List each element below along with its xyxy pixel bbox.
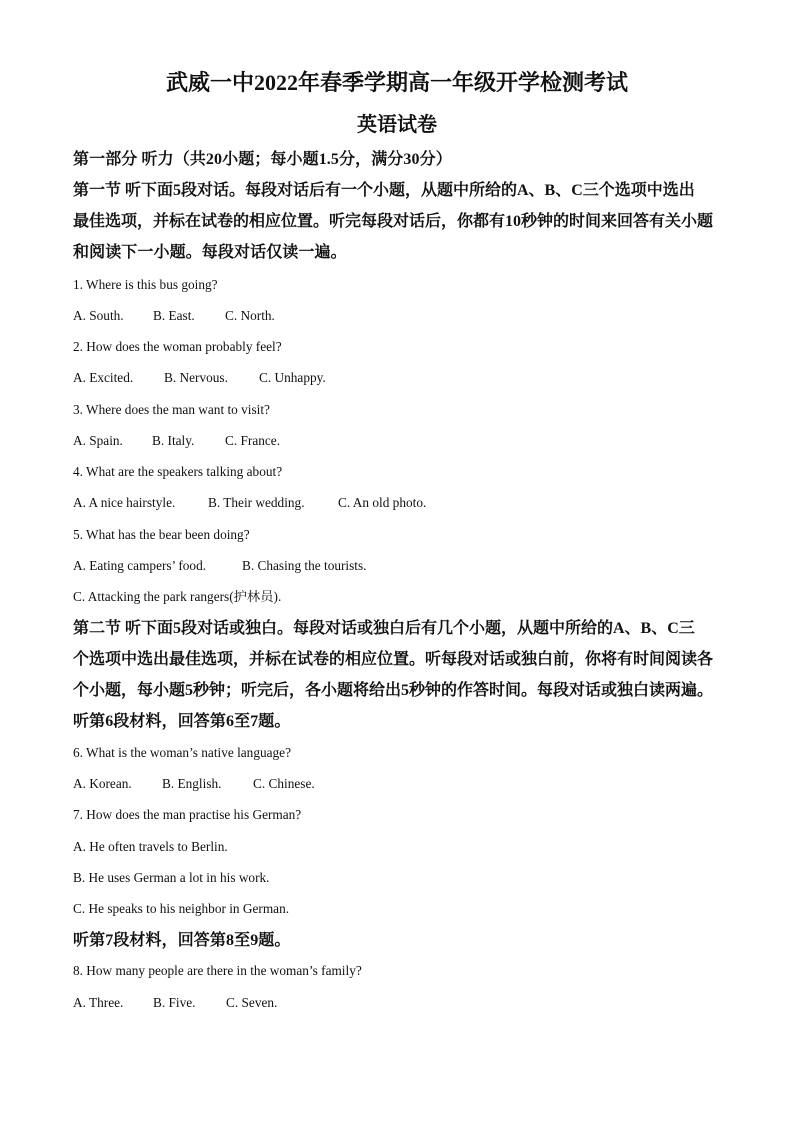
question-7: 7. How does the man practise his German? [73, 807, 302, 822]
exam-subtitle: 英语试卷 [357, 114, 437, 136]
question-7-option-c: C. He speaks to his neighbor in German. [73, 901, 290, 916]
exam-title: 武威一中2022年春季学期高一年级开学检测考试 [165, 70, 628, 95]
question-2-options [73, 369, 326, 387]
question-7-option-a: A. He often travels to Berlin. [73, 839, 228, 854]
option-b: B. Italy. [152, 433, 195, 448]
material-6-heading: 听第6段材料，回答第6至7题。 [73, 713, 291, 730]
question-8-options [73, 994, 277, 1012]
option-b: B. English. [162, 776, 222, 791]
option-a: A. Excited. [73, 370, 134, 385]
question-5: 5. What has the bear been doing? [73, 527, 250, 542]
question-3: 3. Where does the man want to visit? [73, 402, 270, 417]
section2-instruction-line: 第二节 听下面5段对话或独白。每段对话或独白后有几个小题，从题中所给的A、B、C三 [73, 620, 695, 637]
option-b: B. Chasing the tourists. [242, 558, 367, 573]
option-a: A. South. [73, 308, 124, 323]
option-c: C. An old photo. [338, 495, 427, 510]
question-2: 2. How does the woman probably feel? [73, 339, 282, 354]
material-7-heading: 听第7段材料，回答第8至9题。 [73, 932, 291, 949]
question-3-options [73, 432, 280, 450]
option-c: C. Chinese. [253, 776, 315, 791]
option-b: B. East. [153, 308, 195, 323]
option-b: B. Five. [153, 995, 196, 1010]
question-1-options [73, 307, 275, 325]
option-a: A. Eating campers’ food. [73, 558, 207, 573]
section1-instruction-line: 第一节 听下面5段对话。每段对话后有一个小题，从题中所给的A、B、C三个选项中选出 [73, 182, 695, 199]
question-6-options [73, 775, 315, 793]
option-a: A. Spain. [73, 433, 123, 448]
section1-instruction-line: 最佳选项，并标在试卷的相应位置。听完每段对话后，你都有10秒钟的时间来回答有关小题 [73, 213, 714, 230]
option-c: C. North. [225, 308, 275, 323]
section1-instruction-line: 和阅读下一小题。每段对话仅读一遍。 [73, 244, 347, 261]
section2-instruction-line: 个小题，每小题5秒钟；听完后，各小题将给出5秒钟的作答时间。每段对话或独白读两遍。 [73, 682, 714, 699]
question-4: 4. What are the speakers talking about? [73, 464, 283, 479]
question-6: 6. What is the woman’s native language? [73, 745, 291, 760]
option-b: B. Nervous. [164, 370, 228, 385]
option-a: A. A nice hairstyle. [73, 495, 176, 510]
part1-heading: 第一部分 听力（共20小题；每小题1.5分，满分30分） [73, 151, 452, 168]
option-a: A. Korean. [73, 776, 132, 791]
option-c: C. Unhappy. [259, 370, 326, 385]
question-7-option-b: B. He uses German a lot in his work. [73, 870, 270, 885]
section2-instruction-line: 个选项中选出最佳选项，并标在试卷的相应位置。听每段对话或独白前，你将有时间阅读各 [73, 651, 714, 668]
question-1: 1. Where is this bus going? [73, 277, 218, 292]
option-a: A. Three. [73, 995, 124, 1010]
question-5-option-c: C. Attacking the park rangers(护林员). [73, 589, 282, 604]
option-c: C. Seven. [226, 995, 278, 1010]
question-5-options [73, 557, 366, 575]
option-b: B. Their wedding. [208, 495, 305, 510]
question-8: 8. How many people are there in the woman’s family? [73, 963, 362, 978]
option-c: C. France. [225, 433, 281, 448]
question-4-options [73, 494, 426, 512]
